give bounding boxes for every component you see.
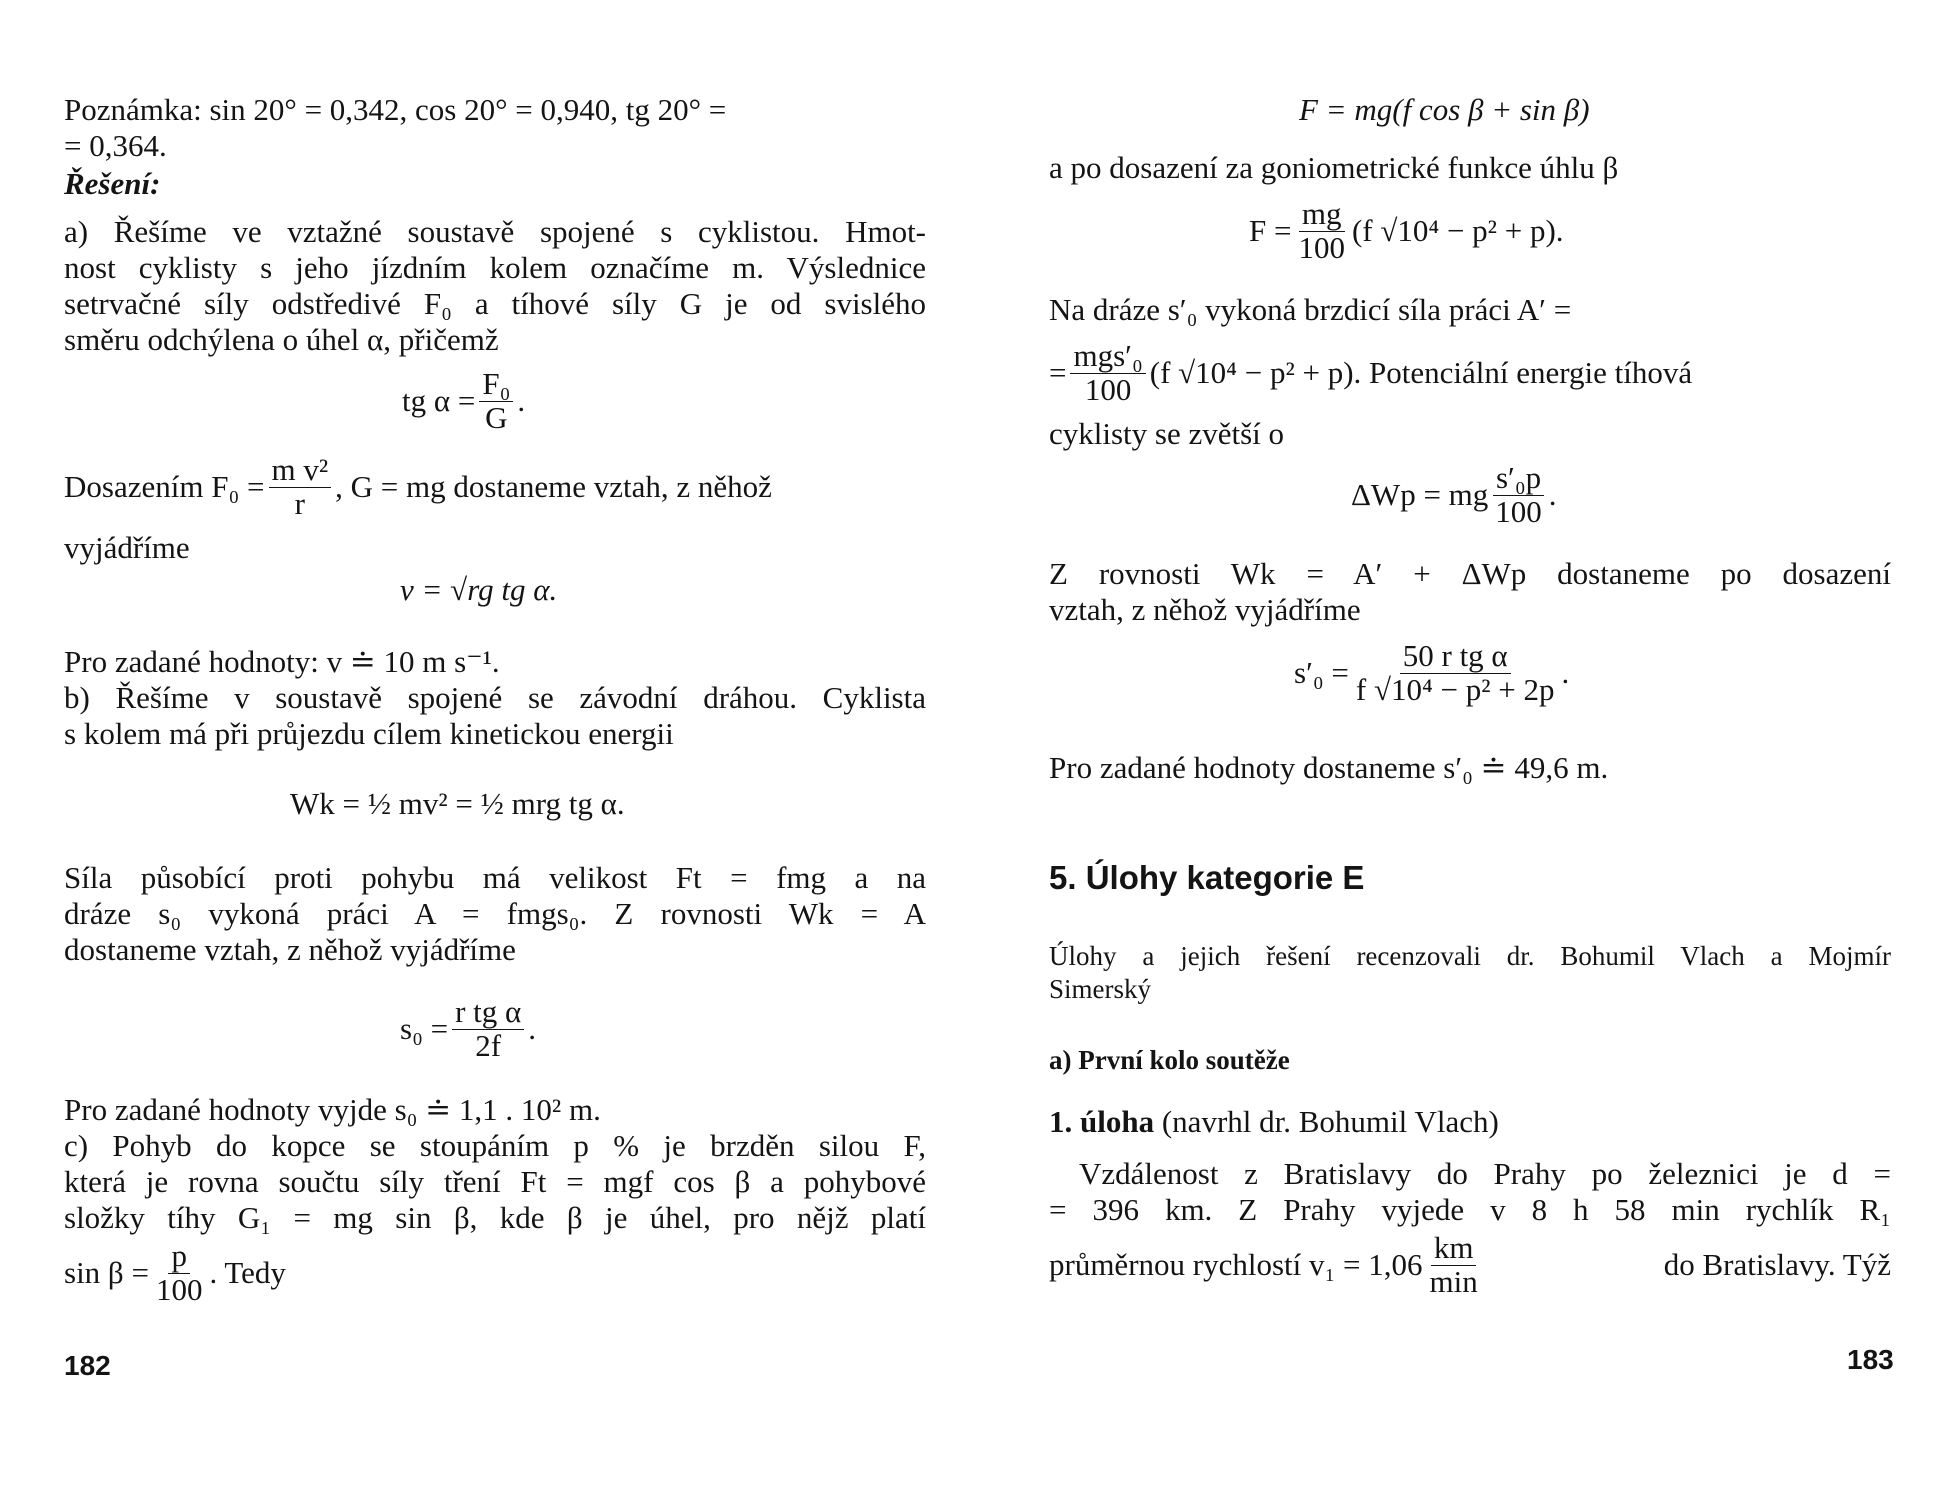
- fraction: [1070, 340, 1145, 406]
- note-line-2: = 0,364.: [64, 128, 167, 163]
- denominator: f √10⁴ − p² + 2p: [1355, 671, 1555, 707]
- dosazenim-prefix: Dosazením F₀ =: [64, 469, 265, 505]
- reviewers-line-1: Úlohy a jejich řešení recenzovali dr. Bohumil Vlach a Mojmír: [1049, 941, 1891, 971]
- pro-v: Pro zadané hodnoty: v ≐ 10 m s⁻¹.: [64, 644, 500, 679]
- part-b-line-2: s kolem má při průjezdu cílem kinetickou energii: [64, 716, 674, 751]
- dosazenim-line: [64, 454, 772, 520]
- equation-s0: [400, 996, 536, 1062]
- numerator: p: [168, 1240, 190, 1274]
- cyklisty: cyklisty se zvětší o: [1049, 416, 1285, 451]
- dosazenim-suffix: , G = mg dostaneme vztah, z něhož: [335, 469, 772, 505]
- period: .: [1561, 655, 1570, 691]
- fraction: [452, 996, 524, 1062]
- task-heading: [1049, 1104, 1499, 1140]
- vztah: vztah, z něhož vyjádříme: [1049, 592, 1361, 627]
- na-draze: Na dráze s′₀ vykoná brzdicí síla práci A′ =: [1049, 292, 1572, 327]
- period: .: [528, 1011, 537, 1047]
- pro-s0-prime: Pro zadané hodnoty dostaneme s′₀ ≐ 49,6 m.: [1049, 750, 1609, 785]
- numerator: mg: [1299, 198, 1345, 232]
- denominator: 100: [155, 1271, 203, 1307]
- task-line-2: = 396 km. Z Prahy vyjede v 8 h 58 min rychlík R₁: [1049, 1192, 1891, 1227]
- numerator: F₀: [479, 368, 513, 402]
- sila-line-1: Síla působící proti pohybu má velikost Ft = fmg a na: [64, 860, 926, 895]
- denominator: 2f: [475, 1027, 502, 1063]
- fraction-km-min: [1427, 1232, 1481, 1298]
- equation-F: F = mg(f cos β + sin β): [1299, 92, 1590, 127]
- equation-rhs: (f √10⁴ − p² + p). Potenciální energie tíhová: [1149, 355, 1693, 391]
- part-a-line-2: nost cyklisty s jeho jízdním kolem označíme m. Výslednice: [64, 250, 926, 285]
- part-a-line-1: a) Řešíme ve vztažné soustavě spojené s cyklistou. Hmot-: [64, 214, 926, 249]
- speed-suffix: do Bratislavy. Týž: [1663, 1247, 1891, 1283]
- reviewers-line-2: Simerský: [1049, 974, 1152, 1004]
- solution-label: Řešení:: [64, 166, 161, 201]
- page-number-right: 183: [1847, 1344, 1894, 1375]
- equation-lhs: ΔWp = mg: [1351, 477, 1489, 513]
- fraction-mv2-r: [269, 454, 332, 520]
- fraction: [479, 368, 513, 434]
- speed-left: [1049, 1232, 1485, 1298]
- section-title: 5. Úlohy kategorie E: [1049, 859, 1365, 896]
- equation-F2: [1249, 198, 1564, 264]
- equation-A-line: [1049, 340, 1891, 406]
- part-c-line-3: složky tíhy G₁ = mg sin β, kde β je úhel, pro nějž platí: [64, 1200, 926, 1235]
- part-c-line-2: která je rovna součtu síly tření Ft = mgf cos β a pohybové: [64, 1164, 926, 1199]
- numerator: 50 r tg α: [1400, 640, 1511, 674]
- equation-wk: Wk = ½ mv² = ½ mrg tg α.: [290, 786, 625, 821]
- denominator: r: [294, 485, 305, 521]
- part-a-line-3: setrvačné síly odstředivé F₀ a tíhové síly G je od svislého: [64, 286, 926, 321]
- equation-lhs: s′₀ =: [1294, 655, 1349, 691]
- period: .: [1548, 477, 1557, 513]
- equation-lhs: tg α =: [402, 383, 476, 419]
- numerator: km: [1431, 1232, 1477, 1266]
- numerator: r tg α: [452, 996, 524, 1030]
- equation-sin-beta: [64, 1240, 286, 1306]
- numerator: s′₀p: [1493, 462, 1544, 496]
- task-author: (navrhl dr. Bohumil Vlach): [1161, 1104, 1499, 1139]
- z-rovnosti: Z rovnosti Wk = A′ + ΔWp dostaneme po dosazení: [1049, 556, 1891, 591]
- page-number-left: 182: [64, 1350, 111, 1381]
- sila-line-2: dráze s₀ vykoná práci A = fmgs₀. Z rovnosti Wk = A: [64, 896, 926, 931]
- denominator: 100: [1298, 229, 1345, 265]
- vyjadrime: vyjádříme: [64, 530, 190, 565]
- period: .: [517, 383, 526, 419]
- task-title: 1. úloha: [1049, 1104, 1155, 1139]
- fraction: [1295, 198, 1348, 264]
- speed-line: [1049, 1232, 1891, 1298]
- numerator: m v²: [269, 454, 332, 488]
- equation-dWp: [1351, 462, 1557, 528]
- denominator: G: [485, 399, 508, 435]
- sila-line-3: dostaneme vztah, z něhož vyjádříme: [64, 932, 516, 967]
- denominator: 100: [1084, 371, 1132, 407]
- equation-v: v = √rg tg α.: [400, 572, 558, 607]
- denominator: min: [1429, 1263, 1478, 1299]
- numerator: mgs′₀: [1070, 340, 1145, 374]
- equation-lhs: F =: [1249, 213, 1292, 249]
- fraction: [1492, 462, 1545, 528]
- note-line-1: Poznámka: sin 20° = 0,342, cos 20° = 0,940, tg 20° =: [64, 92, 727, 127]
- equation-tg-alpha: [402, 368, 525, 434]
- speed-prefix: průměrnou rychlostí v₁ = 1,06: [1049, 1247, 1423, 1283]
- part-b-line-1: b) Řešíme v soustavě spojené se závodní dráhou. Cyklista: [64, 680, 926, 715]
- part-c-line-1: c) Pohyb do kopce se stoupáním p % je brzděn silou F,: [64, 1128, 926, 1163]
- denominator: 100: [1495, 493, 1542, 529]
- fraction: [1353, 640, 1558, 706]
- po-dosazeni: a po dosazení za goniometrické funkce úhlu β: [1049, 150, 1619, 185]
- equals-sign: =: [1049, 355, 1067, 391]
- tedy: . Tedy: [209, 1255, 286, 1291]
- task-line-1: Vzdálenost z Bratislavy do Prahy po železnici je d =: [1079, 1156, 1891, 1191]
- equation-rhs: (f √10⁴ − p² + p).: [1351, 213, 1564, 249]
- fraction: [153, 1240, 206, 1306]
- pro-s0: Pro zadané hodnoty vyjde s₀ ≐ 1,1 . 10² m.: [64, 1092, 601, 1127]
- equation-s0-prime: [1294, 640, 1569, 706]
- equation-lhs: s₀ =: [400, 1011, 449, 1047]
- round-title: a) První kolo soutěže: [1049, 1045, 1290, 1075]
- equation-lhs: sin β =: [64, 1255, 149, 1291]
- part-a-line-4: směru odchýlena o úhel α, přičemž: [64, 322, 499, 357]
- right-page: [979, 0, 1958, 1501]
